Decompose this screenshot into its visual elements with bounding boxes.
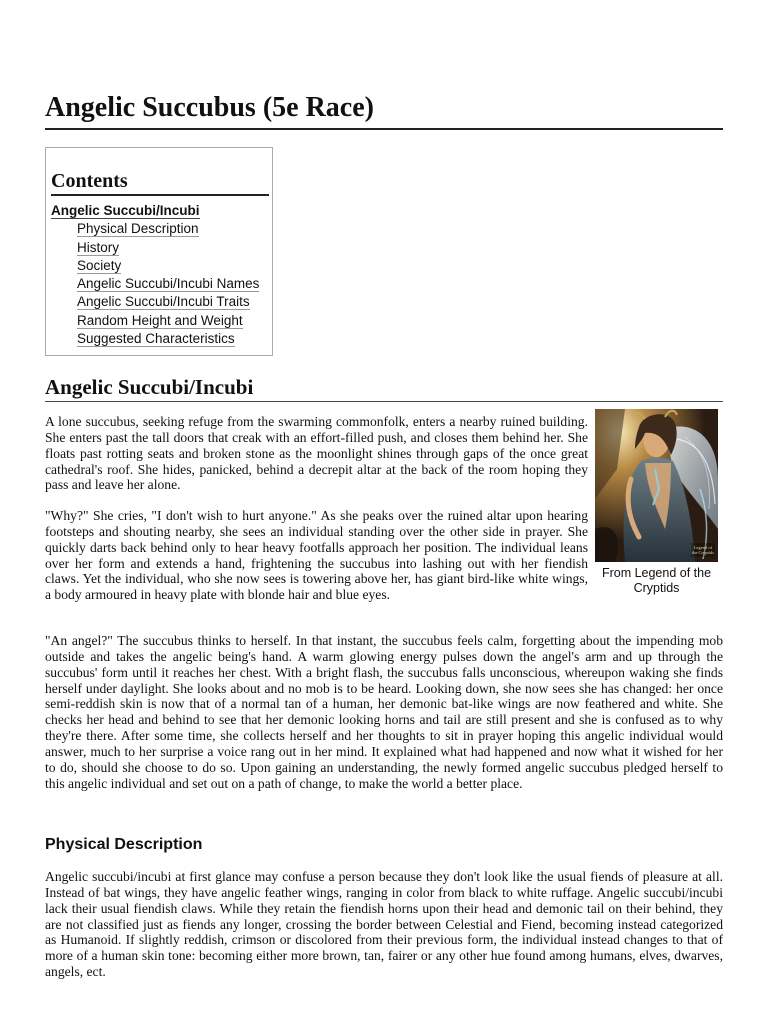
toc-link[interactable]: Society	[77, 257, 122, 273]
toc-link[interactable]: History	[77, 239, 120, 255]
toc-item-traits	[51, 293, 268, 311]
toc-link[interactable]: Angelic Succubi/Incubi Names	[77, 276, 260, 292]
toc-list	[51, 202, 268, 348]
toc-item-physical-description	[51, 220, 268, 238]
paragraph: Angelic succubi/incubi at first glance may confuse a person because they don't look like the usual fiends of pleasure at all. Instead of bat wings, they have angelic feather wings, ranging in color from black to white ruffage. Angelic succubi/incubi lack their usual fiendish claws. While they retain the fiendish horns upon their head and demonic tail on their behind, they are not classified just as fiends any longer, crossing the border between Celestial and Fiend, becoming instead categorized as Humanoid. If slightly reddish, crimson or discolored from their previous form, the individual instead changes to that of more of a human skin tone: becoming either more brown, tan, fairer or any other hue found among humans, elves, dwarves, angels, ect.	[45, 869, 723, 980]
paragraph: "Why?" She cries, "I don't wish to hurt anyone." As she peaks over the ruined altar upon hearing footsteps and shouting nearby, she sees an individual standing over the other side in prayer. She quickly darts back behind only to hear heavy footfalls approach her position. The individual leans over her form and extends a hand, frightening the succubus into lashing out with her fiendish claws. Yet the individual, who she now sees is towering above her, has giant bird-like white wings, a body armoured in heavy plate with blonde hair and blue eyes.	[45, 508, 588, 603]
page-title: Angelic Succubus (5e Race)	[45, 90, 723, 130]
svg-text:the Cryptids: the Cryptids	[691, 550, 715, 555]
toc-link[interactable]: Physical Description	[77, 221, 199, 237]
toc-link[interactable]: Suggested Characteristics	[77, 331, 235, 347]
paragraph: "An angel?" The succubus thinks to herself. In that instant, the succubus feels calm, forgetting about the impending mob outside and takes the angelic being's hand. A warm glowing energy pulses down the angel's arm and up through the succubus' form until it reaches her chest. With a bright flash, the succubus falls unconscious, whereupon waking she finds herself under daylight. She looks about and no mob is to be heard. Looking down, she now sees she has changed: her once semi-reddish skin is now that of a normal tan of a human, her demonic bat-like wings are now feathered and white. She checks her head and behind to see that her demonic looking horns and tail are still present and she is confused as to why they're there. After some time, she collects herself and her thoughts to sit in prayer hoping this angelic individual would answer, much to her surprise a voice rang out in her mind. It explained what had happened and now what it wished for her to do, should she choose to do so. Upon gaining an understanding, the newly formed angelic succubus pledged herself to this angelic individual and set out on a path of change, to make the world a better place.	[45, 633, 723, 791]
physical-description-heading: Physical Description	[45, 836, 203, 853]
toc-item-names	[51, 275, 268, 293]
toc-title: Contents	[51, 168, 269, 196]
table-of-contents	[45, 147, 273, 356]
toc-item-characteristics	[51, 330, 268, 348]
paragraph: A lone succubus, seeking refuge from the swarming commonfolk, enters a nearby ruined building. She enters past the tall doors that creak with an effort-filled push, and closes them behind her. She floats past rotting seats and broken stone as the moonlight shines through gaps of the once great cathedral's roof. She hides, panicked, behind a decrepit altar at the back of the room hoping they pass and leave her alone.	[45, 414, 588, 493]
section-heading: Angelic Succubi/Incubi	[45, 374, 723, 402]
toc-item-height-weight	[51, 312, 268, 330]
toc-item-society	[51, 257, 268, 275]
image-logo-text: Legend of	[693, 545, 713, 550]
figure	[595, 409, 718, 596]
figure-caption: From Legend of the Cryptids	[601, 566, 712, 595]
toc-link[interactable]: Random Height and Weight	[77, 312, 243, 328]
succubus-artwork-image[interactable]	[595, 409, 718, 562]
toc-item-angelic-succubi-incubi	[51, 202, 268, 220]
toc-link[interactable]: Angelic Succubi/Incubi Traits	[77, 294, 250, 310]
toc-link[interactable]: Angelic Succubi/Incubi	[51, 203, 200, 218]
toc-item-history	[51, 239, 268, 257]
